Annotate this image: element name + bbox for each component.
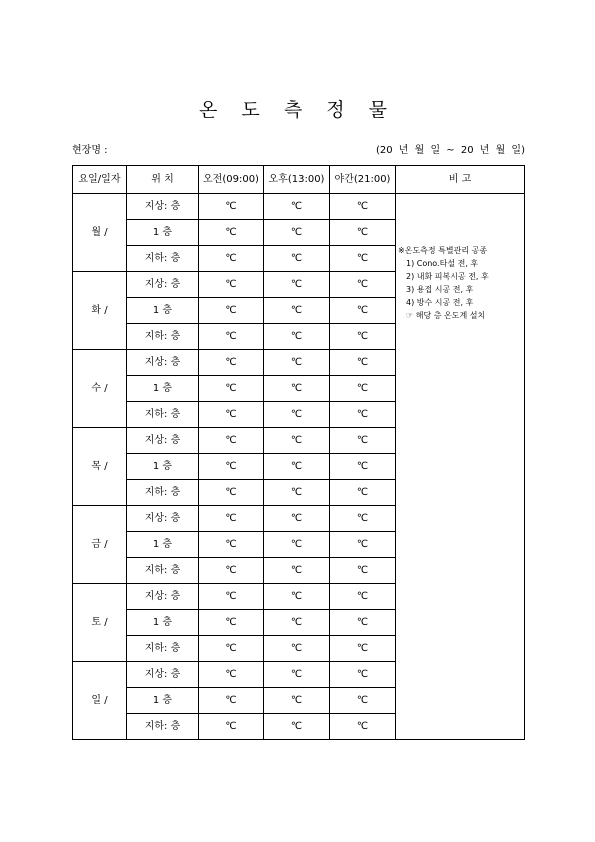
location-cell[interactable]: 지하: 층 xyxy=(127,714,199,740)
temp-cell-afternoon[interactable]: ℃ xyxy=(264,194,330,220)
remarks-note-line: 1) Cono.타설 전, 후 xyxy=(406,259,479,268)
temp-cell-morning[interactable]: ℃ xyxy=(199,428,264,454)
temp-cell-night[interactable]: ℃ xyxy=(330,428,396,454)
day-cell[interactable]: 토 / xyxy=(73,584,127,662)
temp-cell-morning[interactable]: ℃ xyxy=(199,506,264,532)
temp-cell-night[interactable]: ℃ xyxy=(330,610,396,636)
location-cell[interactable]: 지상: 층 xyxy=(127,194,199,220)
location-cell[interactable]: 지상: 층 xyxy=(127,350,199,376)
temp-cell-night[interactable]: ℃ xyxy=(330,194,396,220)
log-body xyxy=(73,194,525,740)
temp-cell-afternoon[interactable]: ℃ xyxy=(264,298,330,324)
location-cell[interactable]: 1 층 xyxy=(127,688,199,714)
day-cell[interactable]: 금 / xyxy=(73,506,127,584)
location-cell[interactable]: 1 층 xyxy=(127,298,199,324)
temp-cell-night[interactable]: ℃ xyxy=(330,558,396,584)
temp-cell-afternoon[interactable]: ℃ xyxy=(264,584,330,610)
temp-cell-morning[interactable]: ℃ xyxy=(199,662,264,688)
header-afternoon: 오후(13:00) xyxy=(264,166,330,194)
temp-cell-night[interactable]: ℃ xyxy=(330,662,396,688)
remarks-note-line: ※온도측정 특별관리 공종 xyxy=(398,246,488,255)
temp-cell-morning[interactable]: ℃ xyxy=(199,714,264,740)
temp-cell-night[interactable]: ℃ xyxy=(330,714,396,740)
location-cell[interactable]: 1 층 xyxy=(127,376,199,402)
temp-cell-night[interactable]: ℃ xyxy=(330,272,396,298)
temp-cell-afternoon[interactable]: ℃ xyxy=(264,402,330,428)
temp-cell-morning[interactable]: ℃ xyxy=(199,532,264,558)
temp-cell-night[interactable]: ℃ xyxy=(330,506,396,532)
temp-cell-morning[interactable]: ℃ xyxy=(199,246,264,272)
temp-cell-afternoon[interactable]: ℃ xyxy=(264,220,330,246)
temp-cell-night[interactable]: ℃ xyxy=(330,454,396,480)
location-cell[interactable]: 지하: 층 xyxy=(127,636,199,662)
location-cell[interactable]: 지하: 층 xyxy=(127,402,199,428)
header-row xyxy=(73,166,525,194)
temp-cell-morning[interactable]: ℃ xyxy=(199,480,264,506)
temp-cell-morning[interactable]: ℃ xyxy=(199,610,264,636)
location-cell[interactable]: 1 층 xyxy=(127,220,199,246)
table-row xyxy=(73,194,525,220)
temp-cell-afternoon[interactable]: ℃ xyxy=(264,506,330,532)
temp-cell-night[interactable]: ℃ xyxy=(330,532,396,558)
temp-cell-afternoon[interactable]: ℃ xyxy=(264,428,330,454)
remarks-cell xyxy=(396,194,525,740)
temp-cell-morning[interactable]: ℃ xyxy=(199,402,264,428)
temp-cell-afternoon[interactable]: ℃ xyxy=(264,688,330,714)
temp-cell-night[interactable]: ℃ xyxy=(330,298,396,324)
location-cell[interactable]: 지하: 층 xyxy=(127,558,199,584)
header-location: 위 치 xyxy=(127,166,199,194)
temp-cell-afternoon[interactable]: ℃ xyxy=(264,324,330,350)
day-cell[interactable]: 목 / xyxy=(73,428,127,506)
temp-cell-morning[interactable]: ℃ xyxy=(199,688,264,714)
temp-cell-night[interactable]: ℃ xyxy=(330,324,396,350)
temp-cell-night[interactable]: ℃ xyxy=(330,402,396,428)
temp-cell-morning[interactable]: ℃ xyxy=(199,636,264,662)
site-name-label: 현장명 : xyxy=(72,145,108,156)
temp-cell-night[interactable]: ℃ xyxy=(330,246,396,272)
remarks-note-line: ☞ 해당 층 온도계 설치 xyxy=(406,311,486,320)
temp-cell-afternoon[interactable]: ℃ xyxy=(264,532,330,558)
temp-cell-morning[interactable]: ℃ xyxy=(199,272,264,298)
location-cell[interactable]: 1 층 xyxy=(127,454,199,480)
temp-cell-afternoon[interactable]: ℃ xyxy=(264,350,330,376)
temp-cell-night[interactable]: ℃ xyxy=(330,376,396,402)
remarks-note-line: 2) 내화 피복시공 전, 후 xyxy=(406,272,489,281)
temp-cell-morning[interactable]: ℃ xyxy=(199,220,264,246)
temp-cell-afternoon[interactable]: ℃ xyxy=(264,376,330,402)
temp-cell-night[interactable]: ℃ xyxy=(330,584,396,610)
page-title: 온 도 측 정 물 xyxy=(199,99,396,121)
day-cell[interactable]: 일 / xyxy=(73,662,127,740)
location-cell[interactable]: 지하: 층 xyxy=(127,324,199,350)
temperature-log-table xyxy=(72,165,525,740)
temp-cell-afternoon[interactable]: ℃ xyxy=(264,636,330,662)
temp-cell-afternoon[interactable]: ℃ xyxy=(264,558,330,584)
location-cell[interactable]: 1 층 xyxy=(127,532,199,558)
temp-cell-morning[interactable]: ℃ xyxy=(199,194,264,220)
temp-cell-morning[interactable]: ℃ xyxy=(199,324,264,350)
temp-cell-afternoon[interactable]: ℃ xyxy=(264,480,330,506)
location-cell[interactable]: 1 층 xyxy=(127,610,199,636)
header-morning: 오전(09:00) xyxy=(199,166,264,194)
location-cell[interactable]: 지상: 층 xyxy=(127,584,199,610)
location-cell[interactable]: 지상: 층 xyxy=(127,506,199,532)
location-cell[interactable]: 지상: 층 xyxy=(127,662,199,688)
remarks-note-line: 3) 용접 시공 전, 후 xyxy=(406,285,474,294)
header-night: 야간(21:00) xyxy=(330,166,396,194)
temp-cell-afternoon[interactable]: ℃ xyxy=(264,610,330,636)
temp-cell-afternoon[interactable]: ℃ xyxy=(264,714,330,740)
temp-cell-afternoon[interactable]: ℃ xyxy=(264,272,330,298)
day-cell[interactable]: 수 / xyxy=(73,350,127,428)
temp-cell-morning[interactable]: ℃ xyxy=(199,558,264,584)
temp-cell-morning[interactable]: ℃ xyxy=(199,376,264,402)
temp-cell-night[interactable]: ℃ xyxy=(330,688,396,714)
temp-cell-morning[interactable]: ℃ xyxy=(199,298,264,324)
temp-cell-afternoon[interactable]: ℃ xyxy=(264,454,330,480)
location-cell[interactable]: 지하: 층 xyxy=(127,480,199,506)
location-cell[interactable]: 지상: 층 xyxy=(127,428,199,454)
temp-cell-afternoon[interactable]: ℃ xyxy=(264,662,330,688)
location-cell[interactable]: 지상: 층 xyxy=(127,272,199,298)
temp-cell-morning[interactable]: ℃ xyxy=(199,584,264,610)
temp-cell-night[interactable]: ℃ xyxy=(330,480,396,506)
date-range: (20 년 월 일 ~ 20 년 월 일) xyxy=(375,145,525,156)
header-remarks: 비 고 xyxy=(396,166,525,194)
temp-cell-night[interactable]: ℃ xyxy=(330,350,396,376)
remarks-note-line: 4) 방수 시공 전, 후 xyxy=(406,298,474,307)
temp-cell-afternoon[interactable]: ℃ xyxy=(264,246,330,272)
temp-cell-night[interactable]: ℃ xyxy=(330,220,396,246)
day-cell[interactable]: 월 / xyxy=(73,194,127,272)
temp-cell-night[interactable]: ℃ xyxy=(330,636,396,662)
temp-cell-morning[interactable]: ℃ xyxy=(199,454,264,480)
remarks-notes xyxy=(396,194,524,322)
header-day-date: 요일/일자 xyxy=(73,166,127,194)
day-cell[interactable]: 화 / xyxy=(73,272,127,350)
temp-cell-morning[interactable]: ℃ xyxy=(199,350,264,376)
location-cell[interactable]: 지하: 층 xyxy=(127,246,199,272)
